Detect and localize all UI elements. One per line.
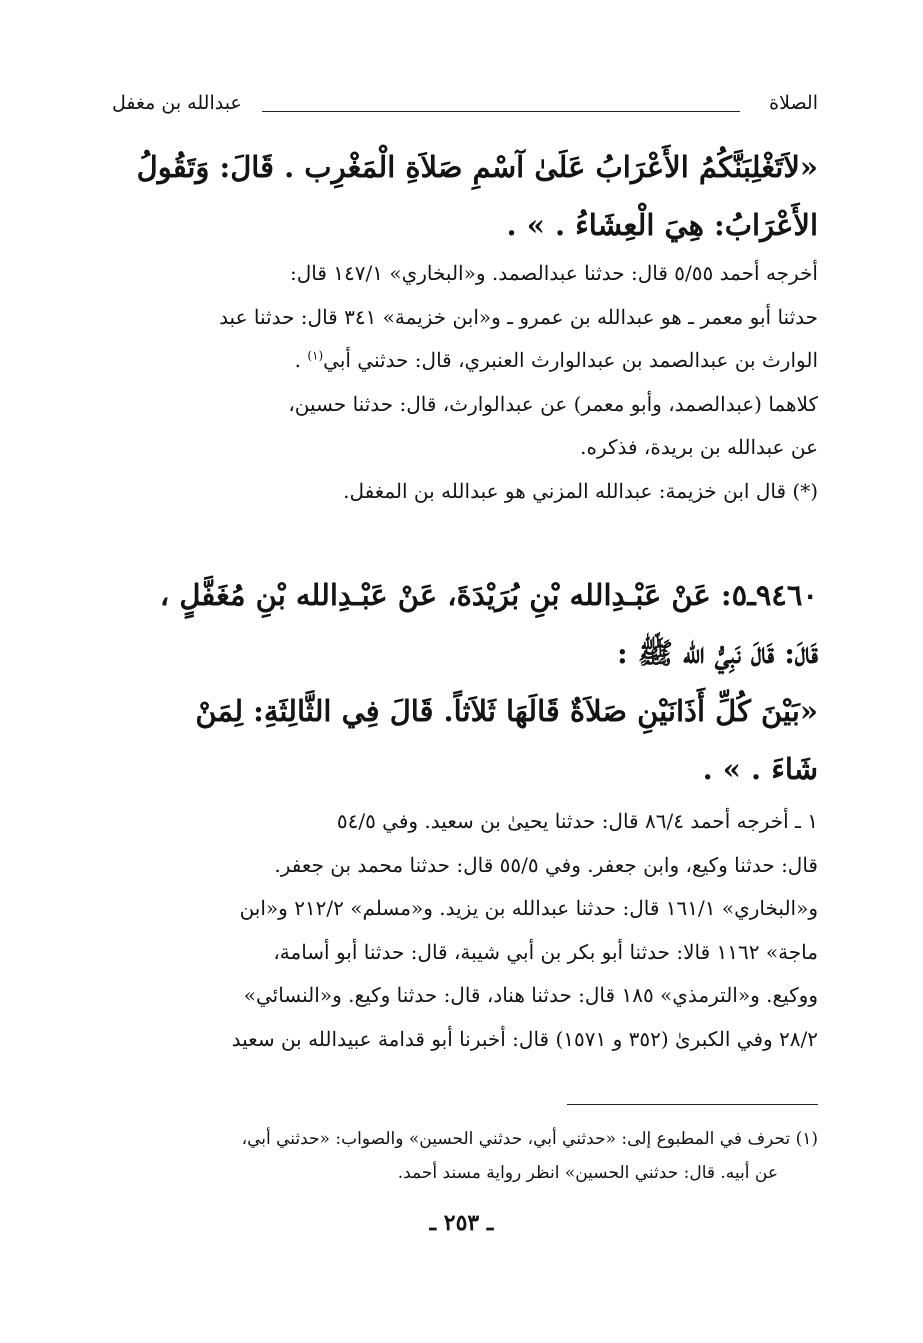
header-chapter-title: عبدالله بن مغفل — [112, 92, 242, 114]
body-line: قال: حدثنا وكيع، وابن جعفر. وفي ٥٥/٥ قال: حدثنا محمد بن جعفر. — [274, 852, 818, 877]
hadith-line: شَاءَ . » . — [702, 752, 818, 786]
body-line: ووكيع. و«الترمذي» ١٨٥ قال: حدثنا هناد، قال: حدثنا وكيع. و«النسائي» — [243, 983, 818, 1007]
body-line: كلاهما (عبدالصمد، وأبو معمر) عن عبدالوارث، قال: حدثنا حسين، — [288, 391, 818, 416]
body-line: ١ ـ أخرجه أحمد ٨٦/٤ قال: حدثنا يحيىٰ بن سعيد. وفي ٥٤/٥ — [336, 809, 818, 833]
hadith-line: «لاَتَغْلِبَنَّكُمُ الأَعْرَابُ عَلَىٰ آسْمِ صَلاَةِ الْمَغْرِب . قَالَ: وَتَقُولُ — [136, 150, 818, 184]
header-rule — [262, 111, 740, 112]
header-section-title: الصلاة — [769, 92, 818, 114]
body-line: أخرجه أحمد ٥/٥٥ قال: حدثنا عبدالصمد. و«البخاري» ١٤٧/١ قال: — [290, 261, 818, 285]
body-line: ماجة» ١١٦٢ قالا: حدثنا أبو بكر بن أبي شيبة، قال: حدثنا أبو أسامة، — [273, 939, 818, 964]
footnote — [112, 1122, 818, 1190]
hadith-text-1 — [112, 138, 818, 254]
body-line — [112, 339, 818, 383]
takhrij-paragraph-1 — [112, 252, 818, 513]
hadith-line: ٩٤٦٠ـ٥: عَنْ عَبْـدِالله بْنِ بُرَيْدَةَ، عَنْ عَبْـدِالله بْنِ مُغَفَّلٍ ، — [159, 578, 818, 612]
body-line: حدثنا أبو معمر ـ هو عبدالله بن عمرو ـ و«ابن خزيمة» ٣٤١ قال: حدثنا عبد — [219, 304, 818, 329]
page-number: ـ ٢٥٣ ـ — [429, 1210, 494, 1236]
body-line: ٢٨/٢ وفي الكبرىٰ (٣٥٢ و ١٥٧١) قال: أخبرنا أبو قدامة عبيدالله بن سعيد — [231, 1026, 818, 1051]
footnote-reference: (١) — [307, 348, 324, 363]
takhrij-paragraph-2 — [112, 800, 818, 1061]
running-header — [112, 92, 818, 122]
body-line: و«البخاري» ١٦١/١ قال: حدثنا عبدالله بن يزيد. و«مسلم» ٢١٢/٢ و«ابن — [239, 896, 818, 920]
hadith-header-2 — [112, 566, 818, 798]
editor-note: (*) قال ابن خزيمة: عبدالله المزني هو عبدالله بن المغفل. — [343, 478, 818, 503]
body-line-text: الوارث بن عبدالصمد بن عبدالوارث العنبري، قال: حدثني أبي — [323, 348, 818, 372]
hadith-line: الأَعْرَابُ: هِيَ الْعِشَاءُ . » . — [506, 208, 818, 242]
hadith-line: قَالَ: قَالَ نَبِيُّ الله ﷺ : — [617, 636, 818, 670]
hadith-line: «بَيْنَ كُلِّ أَذَانَيْنِ صَلاَةٌ قَالَهَا ثَلاَثاً. قَالَ فِي الثَّالِثَةِ: لِمَنْ — [195, 694, 818, 728]
footnote-line: عن أبيه. قال: حدثني الحسين» انظر رواية مسند أحمد. — [397, 1163, 778, 1183]
footnote-line: (١) تحرف في المطبوع إلى: «حدثني أبي، حدثني الحسين» والصواب: «حدثني أبي، — [241, 1129, 818, 1149]
body-line: عن عبدالله بن بريدة، فذكره. — [580, 435, 818, 459]
footnote-separator — [567, 1104, 818, 1105]
line-end-punctuation: . — [294, 348, 308, 372]
